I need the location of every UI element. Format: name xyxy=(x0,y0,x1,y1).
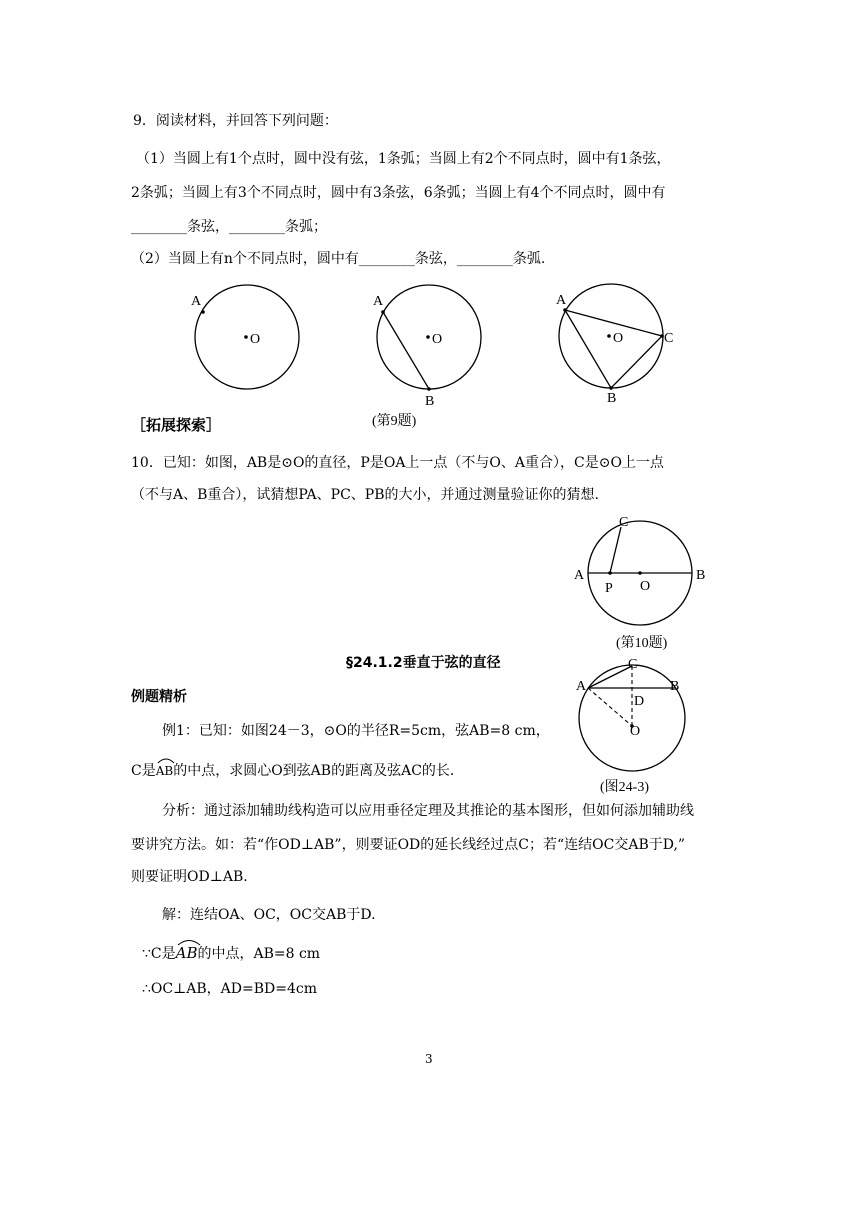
q10-caption: (第10题) xyxy=(616,636,668,651)
triangle-abc-3 xyxy=(565,310,662,388)
analysis-line3: 则要证明OD⊥AB. xyxy=(131,869,248,885)
label-b-3: B xyxy=(607,391,617,406)
point-b-2 xyxy=(427,387,431,391)
arc-ab-notation xyxy=(156,762,173,780)
label-o-24-3: O xyxy=(630,724,641,739)
center-o-q10 xyxy=(638,571,642,575)
q9-part2: （2）当圆上有n个不同点时，圆中有________条弦，________条弧. xyxy=(131,251,546,267)
q9-part1-line1: （1）当圆上有1个点时，圆中没有弦，1条弧；当圆上有2个不同点时，圆中有1条弦， xyxy=(136,151,671,167)
page-number: 3 xyxy=(425,1052,433,1066)
solution-line2-post: 的中点，AB=8 cm xyxy=(197,946,321,962)
point-a-2 xyxy=(381,310,385,314)
figure-24-3-caption: (图24-3) xyxy=(600,780,649,795)
example-heading: 例题精析 xyxy=(131,689,187,705)
arc-symbol-icon xyxy=(156,754,176,764)
solution-line1: 解：连结OA、OC，OC交AB于D. xyxy=(162,907,376,923)
label-b-2: B xyxy=(425,394,435,409)
label-a-3: A xyxy=(556,293,567,308)
ex1-line2-pre: C是 xyxy=(131,763,156,779)
analysis-line2: 要讲究方法。如：若“作OD⊥AB”，则要证OD的延长线经过点C；若“连结OC交AB于D,” xyxy=(131,837,686,853)
q9-title: 9．阅读材料，并回答下列问题： xyxy=(133,113,338,129)
solution-line3: ∴OC⊥AB，AD=BD=4cm xyxy=(142,981,317,997)
label-o-3: O xyxy=(613,331,624,346)
label-a-24-3: A xyxy=(576,679,587,694)
segment-oa-dashed xyxy=(588,688,632,726)
label-b-24-3: B xyxy=(670,679,680,694)
label-o-1: O xyxy=(250,332,261,347)
ex1-line2 xyxy=(131,762,454,780)
label-p-q10: P xyxy=(605,581,613,596)
solution-line2-pre: ∵C是 xyxy=(142,946,176,962)
q9-figure-3 xyxy=(556,284,673,406)
point-a-3 xyxy=(563,308,567,312)
q10-figure xyxy=(574,515,705,625)
figure-24-3 xyxy=(576,657,685,771)
center-o-1 xyxy=(244,335,248,339)
arc-symbol-icon-2 xyxy=(176,936,202,946)
q9-figure-2 xyxy=(373,285,481,409)
circle-3 xyxy=(559,284,663,388)
label-b-q10: B xyxy=(696,568,706,583)
q9-part1-line3: ________条弦，________条弧； xyxy=(131,219,327,235)
section-expand-heading: ［拓展探索］ xyxy=(131,416,222,434)
ex1-line2-post: 的中点，求圆心O到弦AB的距离及弦AC的长. xyxy=(173,763,455,779)
label-o-q10: O xyxy=(640,579,651,594)
arc-ab-notation-2 xyxy=(176,944,198,963)
center-o-3 xyxy=(607,334,611,338)
chord-ab-2 xyxy=(383,312,429,389)
arc-label: AB xyxy=(155,764,174,778)
analysis-line1: 分析：通过添加辅助线构造可以应用垂径定理及其推论的基本图形，但如何添加辅助线 xyxy=(162,803,694,819)
label-a-q10: A xyxy=(574,568,585,583)
arc-label-2: AB xyxy=(175,944,198,962)
q9-caption: (第9题) xyxy=(372,414,417,429)
q9-part1-line2: 2条弧；当圆上有3个不同点时，圆中有3条弦，6条弧；当圆上有4个不同点时，圆中有 xyxy=(131,185,666,201)
label-a-1: A xyxy=(191,294,202,309)
label-o-2: O xyxy=(432,332,443,347)
point-b-3 xyxy=(609,386,613,390)
q9-figure-1 xyxy=(191,285,299,389)
point-a-1 xyxy=(201,310,205,314)
label-c-q10: C xyxy=(619,515,629,530)
label-c-24-3: C xyxy=(628,657,638,672)
q10-line2: （不与A、B重合），试猜想PA、PC、PB的大小，并通过测量验证你的猜想. xyxy=(131,487,599,503)
label-a-2: A xyxy=(373,294,384,309)
section-title: §24.1.2垂直于弦的直径 xyxy=(346,655,501,671)
q10-line1: 10．已知：如图，AB是⊙O的直径，P是OA上一点（不与O、A重合），C是⊙O上一点 xyxy=(131,455,664,471)
label-d-24-3: D xyxy=(634,694,645,709)
segment-pc xyxy=(610,527,621,573)
solution-line2 xyxy=(142,944,320,963)
center-o-2 xyxy=(426,335,430,339)
point-p xyxy=(608,571,612,575)
label-c-3: C xyxy=(664,331,674,346)
ex1-line1: 例1：已知：如图24－3，⊙O的半径R=5cm，弦AB=8 cm， xyxy=(162,723,550,739)
